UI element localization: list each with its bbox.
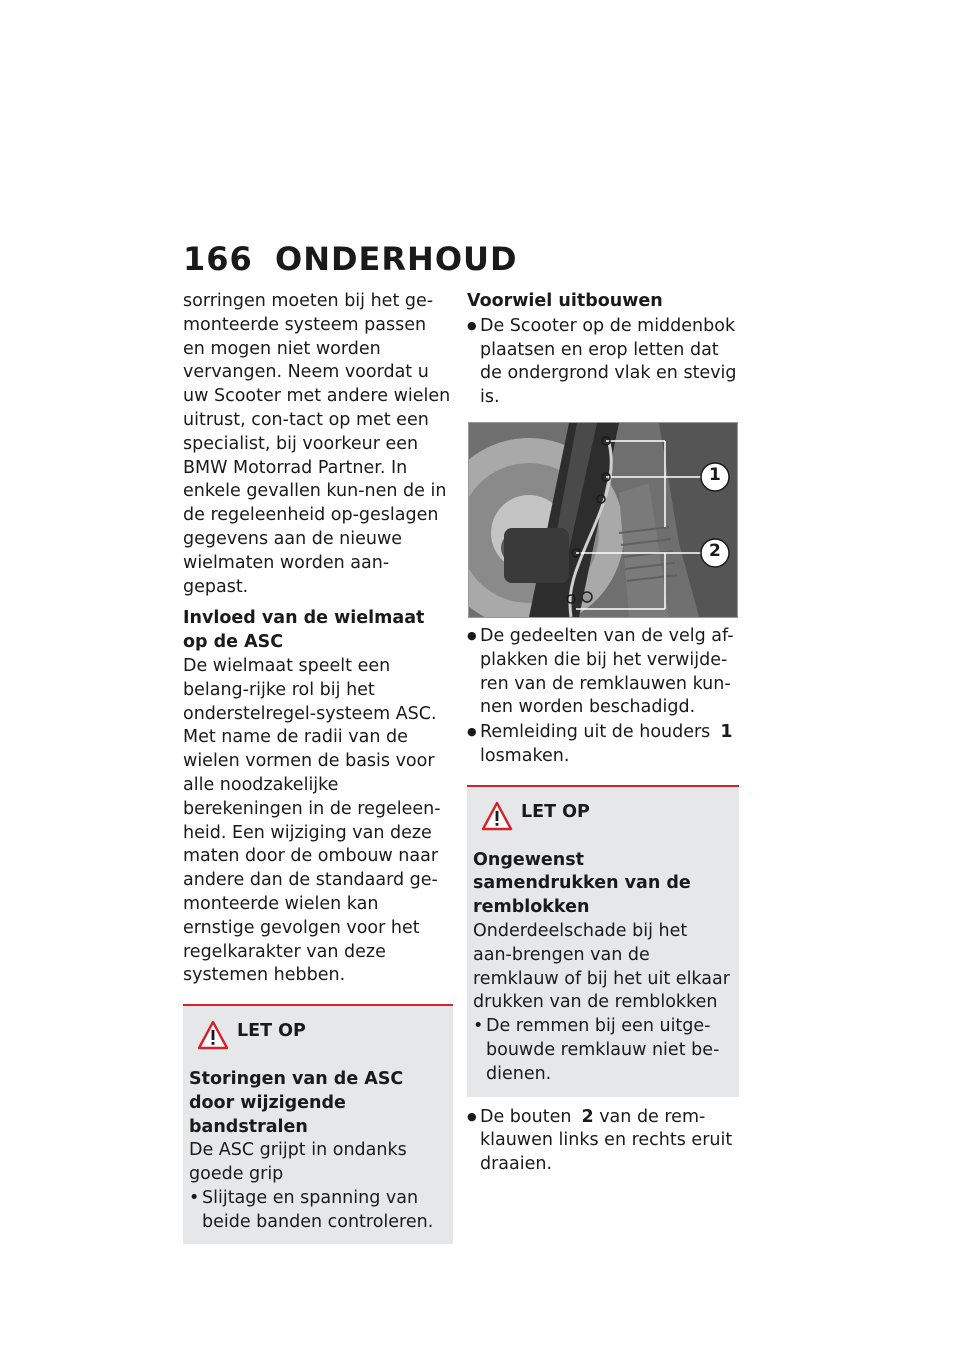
section-heading-front-wheel: Voorwiel uitbouwen: [467, 291, 663, 311]
step-tape-rim: ● De gedeelten van de velg af-plakken die bij het verwijde-ren van de remklauwen kun-nen worden beschadigd.: [467, 624, 739, 720]
left-column: [183, 290, 453, 1244]
warning-triangle-icon: [481, 801, 513, 839]
right-column: [467, 290, 739, 1177]
step-centerstand: ● De Scooter op de middenbok plaatsen en erop letten dat de ondergrond vlak en stevig is.: [467, 314, 739, 410]
warning-title: Ongewenst samendrukken van de remblokken: [473, 849, 691, 918]
asc-paragraph: De wielmaat speelt een belang-rijke rol bij het onderstelregel-systeem ASC. Met name de radii van de wielen vormen de basis voor alle noodzakelijke berekeningen in de regeleen-heid. Een wijziging van deze maten door de ombouw naar andere dan de standaard ge-monteerde wielen kan ernstige gevolgen voor het regelkarakter van deze systemen hebben.: [183, 655, 441, 986]
ref-2: 2: [581, 1106, 594, 1127]
ref-1: 1: [720, 722, 733, 743]
warning-text: Onderdeelschade bij het aan-brengen van de remklauw of bij het uit elkaar drukken van de remblokken: [473, 920, 730, 1013]
step-release-brake-line-tail: losmaken.: [480, 745, 570, 766]
warning-text: De ASC grijpt in ondanks goede grip: [189, 1140, 407, 1185]
warning-label: LET OP: [521, 801, 590, 822]
step-remove-bolts-tail: van de rem-klauwen links en rechts eruit draaien.: [480, 1106, 733, 1175]
step-release-brake-line: [467, 720, 739, 769]
page-number: 166: [183, 240, 253, 278]
section-heading-asc: Invloed van de wielmaat op de ASC: [183, 608, 425, 653]
page-title: ONDERHOUD: [275, 240, 518, 278]
warning-header: [481, 801, 731, 839]
callout-1-label: 1: [709, 464, 721, 485]
warning-step: • De remmen bij een uitge-bouwde remklauw niet be-dienen.: [473, 1015, 731, 1086]
brake-caliper-photo: [468, 422, 738, 618]
callout-2-label: 2: [709, 540, 721, 561]
warning-label: LET OP: [237, 1021, 306, 1042]
warning-box-asc: [183, 1004, 453, 1244]
page-header: [183, 240, 518, 278]
step-release-brake-line-text: Remleiding uit de houders: [480, 722, 711, 743]
warning-box-brake-pads: [467, 785, 739, 1097]
warning-header: [197, 1020, 445, 1058]
step-remove-bolts-text: De bouten: [480, 1106, 572, 1127]
warning-step: • Slijtage en spanning van beide banden controleren.: [189, 1187, 445, 1235]
warning-triangle-icon: [197, 1020, 229, 1058]
warning-title: Storingen van de ASC door wijzigende bandstralen: [189, 1068, 404, 1137]
step-remove-bolts: [467, 1105, 739, 1177]
intro-paragraph: sorringen moeten bij het ge-monteerde systeem passen en mogen niet worden vervangen. Neem voordat u uw Scooter met andere wielen uitrust, con-tact op met een specialist, bij voorkeur een BMW Motorrad Partner. In enkele gevallen kun-nen de in de regeleenheid op-geslagen gegevens aan de nieuwe wielmaten worden aan-gepast.: [183, 291, 451, 597]
